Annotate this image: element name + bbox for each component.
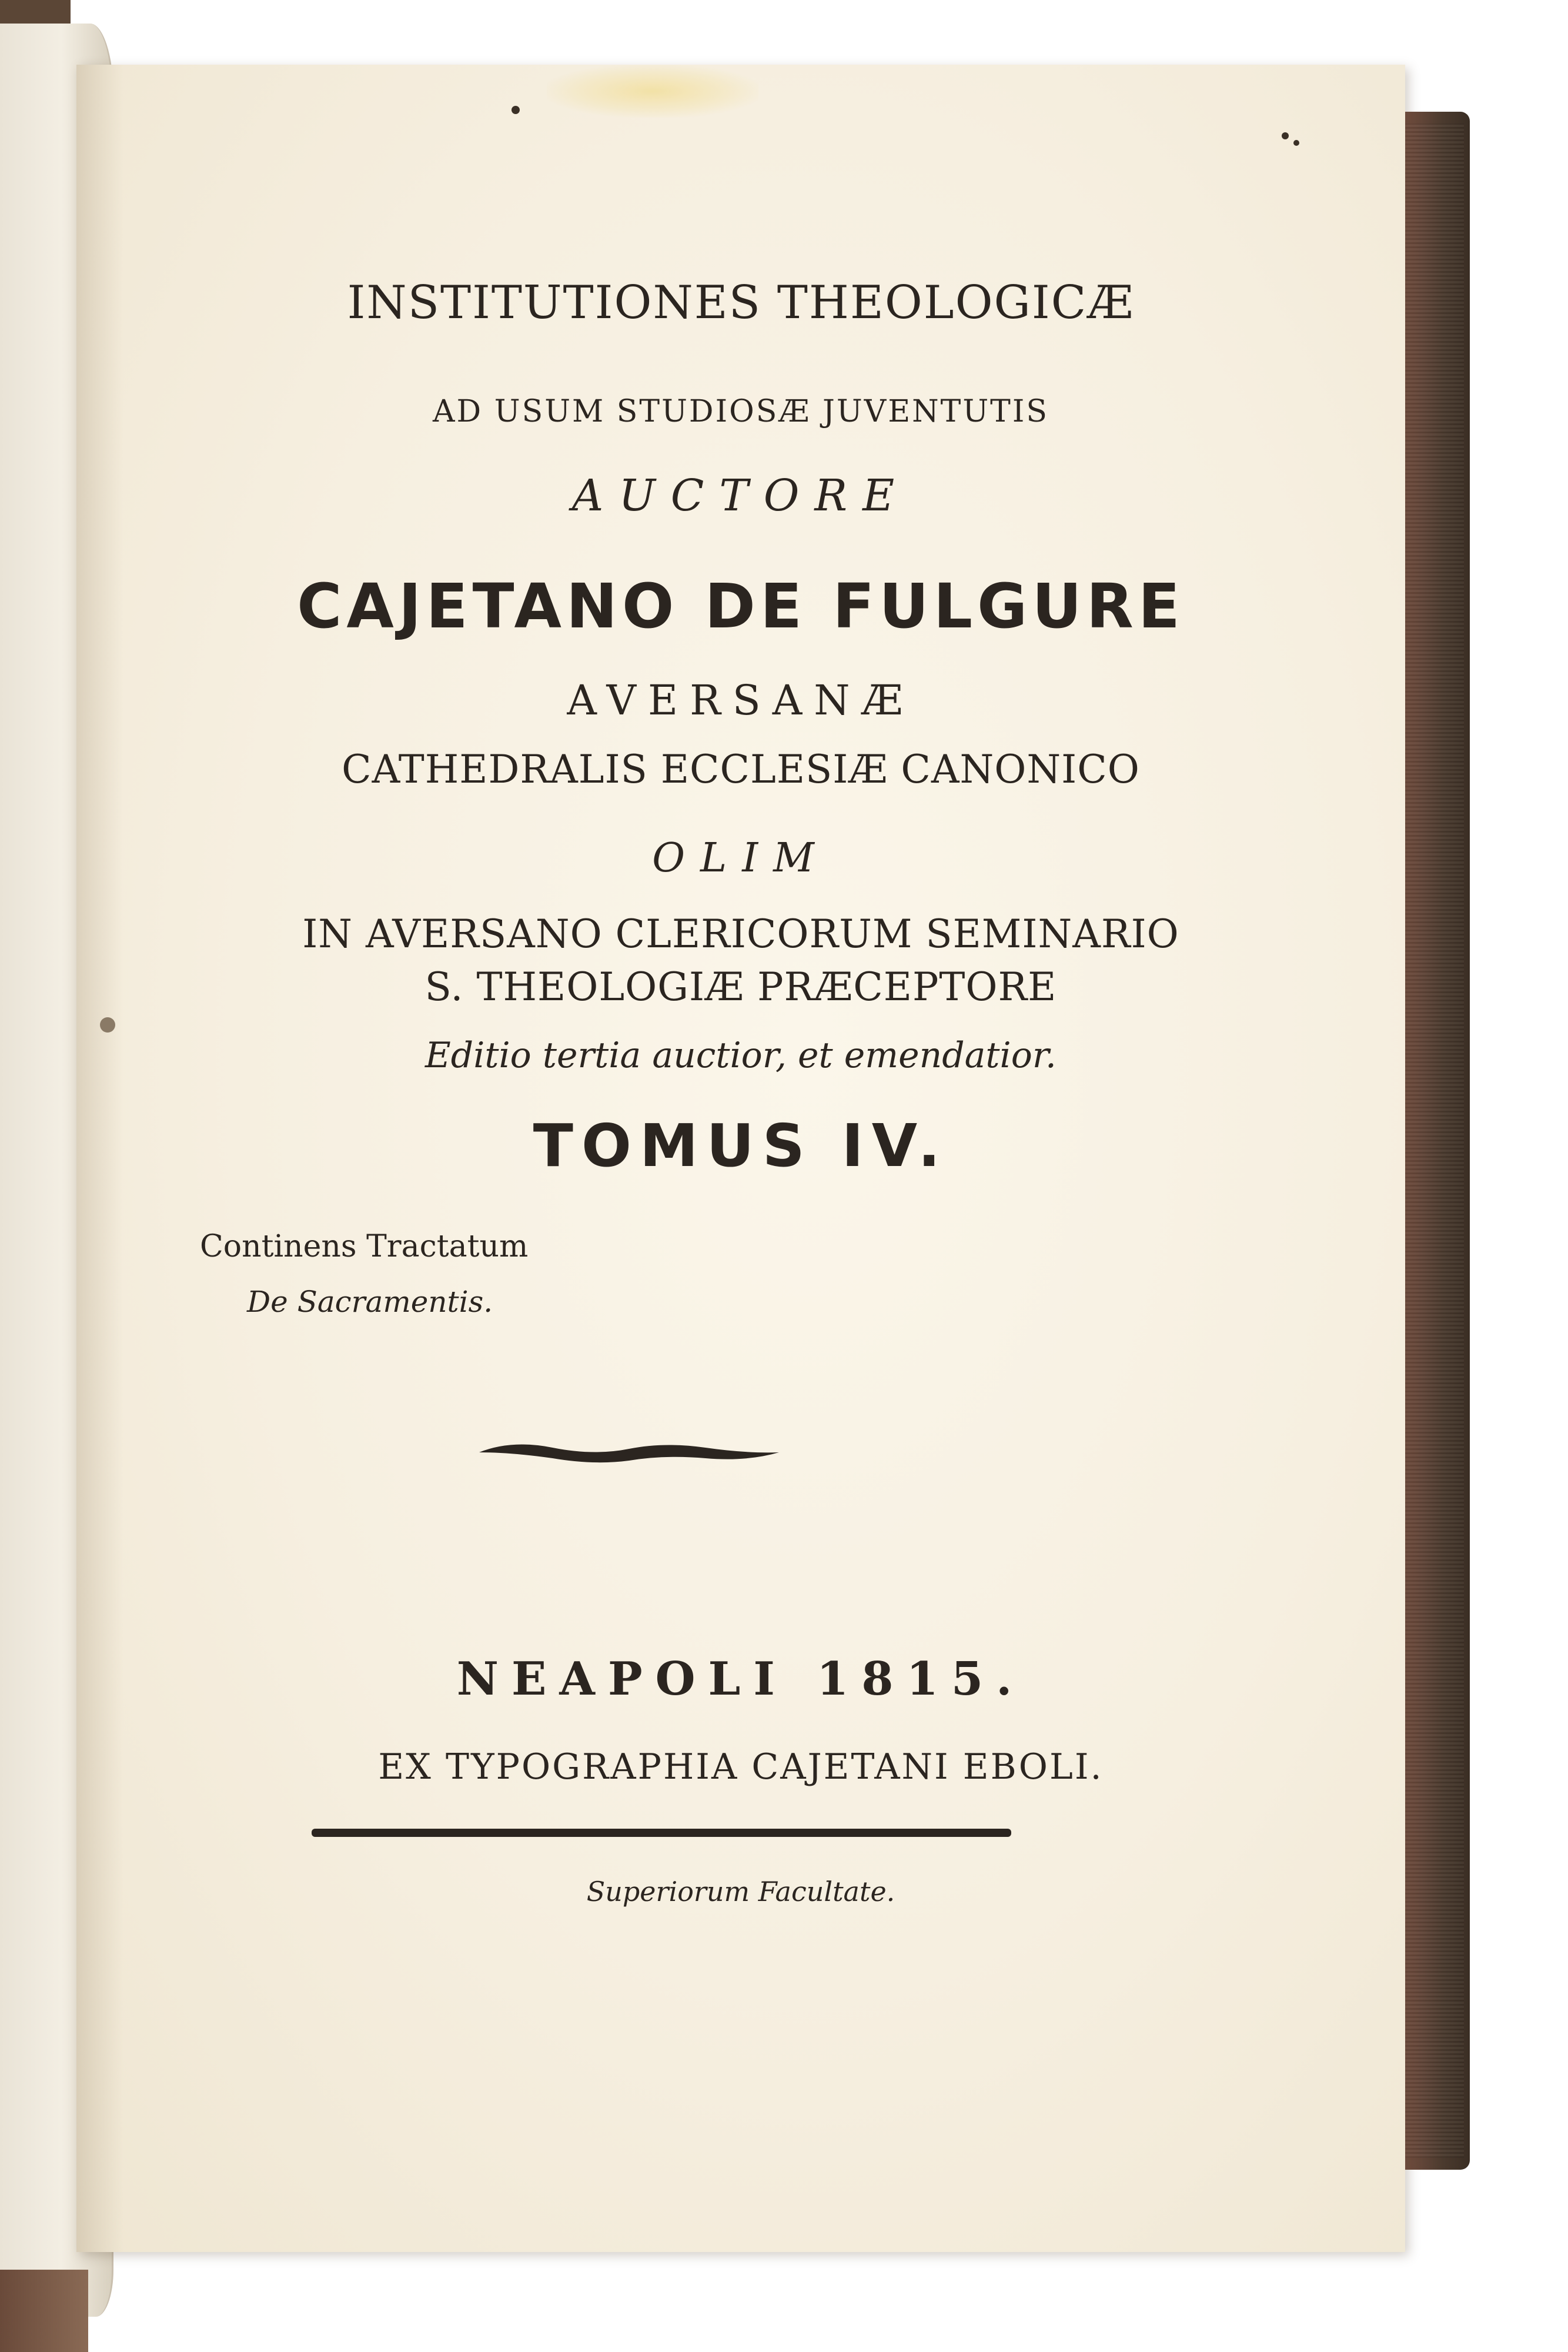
cathedral-line: CATHEDRALIS ECCLESIÆ CANONICO xyxy=(342,747,1140,792)
author-name: CAJETANO DE FULGURE xyxy=(297,570,1185,642)
permission-line: Superiorum Facultate. xyxy=(586,1876,895,1907)
olim-line: OLIM xyxy=(652,835,830,881)
auctore-line: AUCTORE xyxy=(571,470,910,521)
book-subtitle: AD USUM STUDIOSÆ JUVENTUTIS xyxy=(432,394,1049,429)
printer-rule xyxy=(312,1829,1011,1837)
volume-number: TOMUS IV. xyxy=(533,1111,949,1180)
paper-stain xyxy=(547,65,758,118)
ink-speck xyxy=(100,1017,115,1033)
ink-speck xyxy=(1293,140,1299,146)
ornament-rule-icon xyxy=(476,1435,782,1470)
edition-line: Editio tertia auctior, et emendatior. xyxy=(424,1035,1057,1076)
ink-speck xyxy=(511,106,520,114)
printer-line: EX TYPOGRAPHIA CAJETANI EBOLI. xyxy=(378,1746,1104,1788)
left-cover-edge xyxy=(0,2270,88,2352)
contents-line-1: Continens Tractatum xyxy=(200,1229,529,1264)
seminary-line-1: IN AVERSANO CLERICORUM SEMINARIO xyxy=(302,911,1179,957)
book-title: INSTITUTIONES THEOLOGICÆ xyxy=(347,276,1135,329)
cover-texture xyxy=(1396,123,1464,2158)
title-page xyxy=(76,65,1405,2252)
ink-speck xyxy=(1282,132,1289,139)
seminary-line-2: S. THEOLOGIÆ PRÆCEPTORE xyxy=(424,964,1057,1010)
contents-line-2: De Sacramentis. xyxy=(247,1285,493,1319)
aversanae-line: AVERSANÆ xyxy=(567,676,915,724)
place-and-date: NEAPOLI 1815. xyxy=(456,1652,1025,1706)
